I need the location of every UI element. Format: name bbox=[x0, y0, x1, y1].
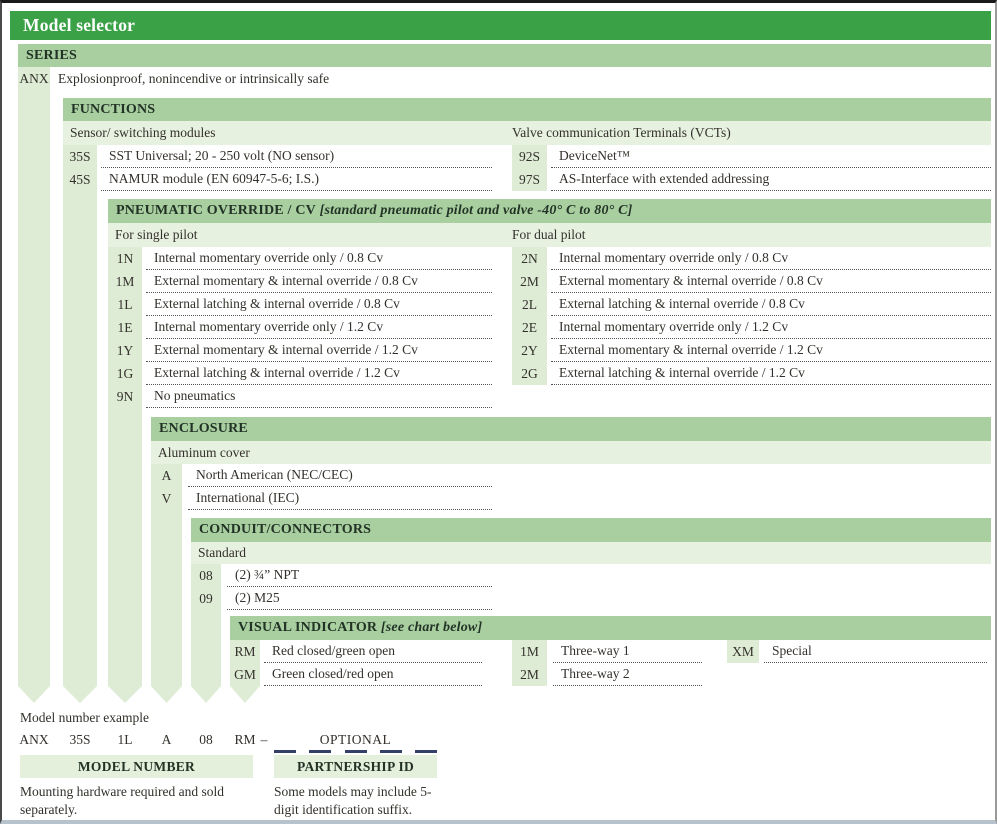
code-cell: 2M bbox=[512, 663, 547, 686]
code-cell: 1L bbox=[117, 297, 133, 312]
desc-cell: External latching & internal override / 1.2 Cv bbox=[551, 362, 991, 385]
code-cell: V bbox=[161, 491, 172, 506]
section-header-series: SERIES bbox=[18, 44, 991, 67]
dash-segment bbox=[380, 750, 402, 753]
desc-cell: Internal momentary override only / 0.8 Cv bbox=[146, 247, 492, 270]
desc-cell: North American (NEC/CEC) bbox=[188, 464, 492, 487]
example-code-enclosure: A bbox=[161, 732, 172, 747]
series-band bbox=[18, 67, 50, 703]
example-code-visual: RM bbox=[234, 732, 256, 747]
code-cell: XM bbox=[727, 640, 759, 663]
code-cell: 2E bbox=[512, 316, 547, 339]
section-header-functions: FUNCTIONS bbox=[63, 98, 991, 121]
code-cell: ANX bbox=[19, 71, 49, 86]
functions-band bbox=[63, 145, 97, 703]
code-cell: 2N bbox=[512, 247, 547, 270]
desc-cell: No pneumatics bbox=[146, 385, 492, 408]
code-cell: 97S bbox=[512, 168, 547, 191]
code-cell: 2G bbox=[512, 362, 547, 385]
desc-cell: External latching & internal override / 1.2 Cv bbox=[146, 362, 492, 385]
section-header-enclosure: ENCLOSURE bbox=[151, 417, 991, 441]
conduit-subheader: Standard bbox=[191, 542, 991, 564]
code-cell: 1M bbox=[512, 640, 547, 663]
example-code-pneumatic: 1L bbox=[117, 732, 133, 747]
model-number-box: MODEL NUMBER bbox=[20, 755, 253, 778]
code-cell: 09 bbox=[199, 591, 213, 606]
code-cell: GM bbox=[234, 667, 256, 682]
desc-cell: External momentary & internal override / 0.8 Cv bbox=[146, 270, 492, 293]
code-cell: 1M bbox=[115, 274, 135, 289]
dash-segment bbox=[415, 750, 437, 753]
partnership-id-box: PARTNERSHIP ID bbox=[274, 755, 437, 778]
section-header-pneumatic bbox=[108, 199, 991, 223]
code-cell: RM bbox=[234, 644, 256, 659]
visual-title-note: [see chart below] bbox=[380, 620, 483, 635]
pneumatic-title: PNEUMATIC OVERRIDE / CV bbox=[116, 203, 316, 218]
section-header-visual bbox=[230, 616, 991, 640]
page-title: Model selector bbox=[10, 11, 991, 40]
code-cell: 1E bbox=[117, 320, 133, 335]
desc-cell: SST Universal; 20 - 250 volt (NO sensor) bbox=[101, 145, 492, 168]
model-number-note: Mounting hardware required and sold separately. bbox=[20, 784, 224, 818]
desc-cell: International (IEC) bbox=[188, 487, 492, 510]
code-cell: 45S bbox=[69, 172, 91, 187]
example-code-function: 35S bbox=[69, 732, 91, 747]
example-code-conduit: 08 bbox=[199, 732, 213, 747]
code-cell: A bbox=[161, 468, 172, 483]
model-example-label: Model number example bbox=[20, 710, 149, 725]
desc-cell: Three-way 1 bbox=[553, 640, 702, 663]
example-code-series: ANX bbox=[19, 732, 49, 747]
code-cell: 1N bbox=[116, 251, 134, 266]
desc-cell: Explosionproof, nonincendive or intrinsically safe bbox=[58, 71, 330, 86]
dash-segment bbox=[309, 750, 331, 753]
desc-cell: (2) M25 bbox=[227, 587, 492, 610]
desc-cell: AS-Interface with extended addressing bbox=[551, 168, 991, 191]
pneumatic-subheader bbox=[108, 223, 991, 247]
code-cell: 35S bbox=[69, 149, 91, 164]
code-cell: 2M bbox=[512, 270, 547, 293]
code-cell: 1G bbox=[116, 366, 134, 381]
desc-cell: Internal momentary override only / 1.2 Cv bbox=[146, 316, 492, 339]
optional-dashes bbox=[274, 749, 437, 753]
pneumatic-right-subtitle: For dual pilot bbox=[512, 227, 586, 242]
desc-cell: NAMUR module (EN 60947-5-6; I.S.) bbox=[101, 168, 492, 191]
desc-cell: External momentary & internal override / 0.8 Cv bbox=[551, 270, 991, 293]
code-cell: 9N bbox=[116, 389, 134, 404]
functions-subheader bbox=[63, 121, 991, 145]
example-separator: – bbox=[260, 732, 268, 747]
code-cell: 2Y bbox=[512, 339, 547, 362]
functions-right-subtitle: Valve communication Terminals (VCTs) bbox=[512, 125, 731, 140]
desc-cell: Three-way 2 bbox=[553, 663, 702, 686]
desc-cell: Internal momentary override only / 1.2 Cv bbox=[551, 316, 991, 339]
functions-left-subtitle: Sensor/ switching modules bbox=[70, 125, 216, 140]
code-cell: 08 bbox=[199, 568, 213, 583]
partnership-id-note: Some models may include 5-digit identification suffix. bbox=[274, 784, 432, 818]
enclosure-subheader: Aluminum cover bbox=[151, 441, 991, 464]
desc-cell: External latching & internal override / 0.8 Cv bbox=[551, 293, 991, 316]
desc-cell: Special bbox=[764, 640, 987, 663]
dash-segment bbox=[345, 750, 367, 753]
code-cell: 92S bbox=[512, 145, 547, 168]
desc-cell: Red closed/green open bbox=[264, 640, 482, 663]
section-header-conduit: CONDUIT/CONNECTORS bbox=[191, 518, 991, 542]
code-cell: 1Y bbox=[116, 343, 134, 358]
optional-label: OPTIONAL bbox=[319, 732, 392, 747]
pneumatic-left-subtitle: For single pilot bbox=[115, 227, 198, 242]
code-cell: 2L bbox=[512, 293, 547, 316]
desc-cell: Green closed/red open bbox=[264, 663, 482, 686]
desc-cell: External latching & internal override / 0.8 Cv bbox=[146, 293, 492, 316]
desc-cell: External momentary & internal override / 1.2 Cv bbox=[146, 339, 492, 362]
dash-segment bbox=[274, 750, 296, 753]
desc-cell: Internal momentary override only / 0.8 Cv bbox=[551, 247, 991, 270]
visual-title: VISUAL INDICATOR bbox=[238, 620, 378, 635]
desc-cell: DeviceNet™ bbox=[551, 145, 991, 168]
desc-cell: External momentary & internal override / 1.2 Cv bbox=[551, 339, 991, 362]
desc-cell: (2) ¾” NPT bbox=[227, 564, 492, 587]
pneumatic-title-note: [standard pneumatic pilot and valve -40° C to 80° C] bbox=[319, 203, 633, 218]
